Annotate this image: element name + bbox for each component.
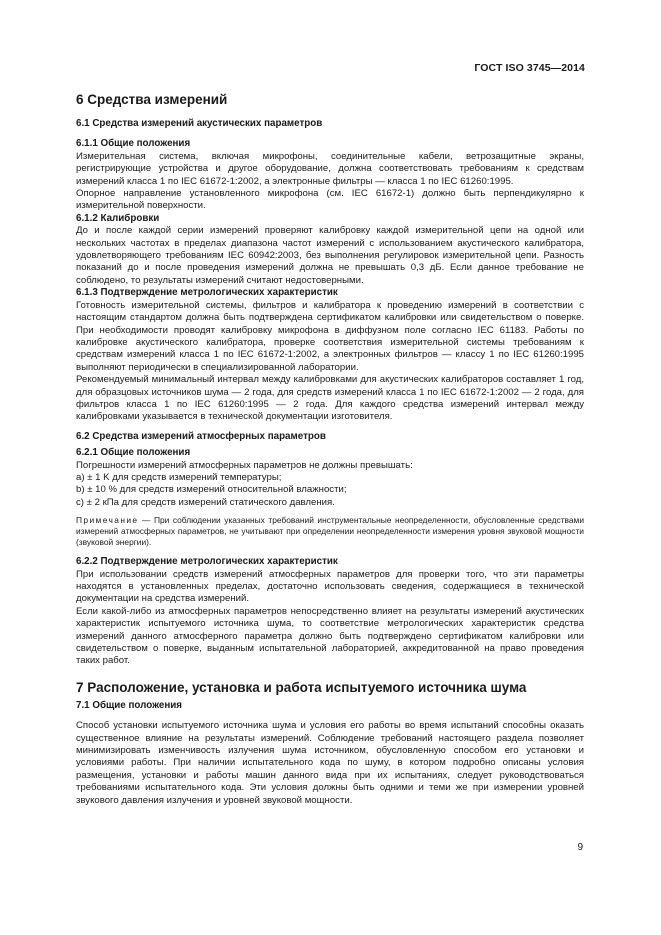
note (76, 515, 584, 548)
section-6-2-title: 6.2 Средства измерений атмосферных параметров (76, 430, 326, 442)
section-7-1-title: 7.1 Общие положения (76, 699, 183, 711)
paragraph: Готовность измерительной системы, фильтров и калибратора к проведению измерений в соответствии с настоящим стандартом должна быть подтверждена сертификатом калибровки или свидетельством о поверке. При необходимости проводят калибровку микрофона в диффузном поле согласно IEC 61183. Работы по калибровке акустического калибратора, проверке соответствия измерительной системы требованиям к средствам измерений класса 1 по IEC 61672-1:2002, а электронных фильтров — классу 1 по IEC 61260:1995 выполняют периодически в специализированной лаборатории. (76, 299, 584, 373)
section-6-1-3-title: 6.1.3 Подтверждение метрологических характеристик (76, 287, 338, 299)
paragraph: Способ установки испытуемого источника шума и условия его работы во время испытаний способны оказать существенное влияние на результаты измерений. Соблюдение требований настоящего раздела позволяет минимизировать изменчивость излучения шума источником, обусловленную способом его установки и условиями работы. При наличии испытательного кода по шуму, в котором подробно описаны условия размещения, установки и работы машин данного вида при их испытаниях, следует руководствоваться требованиями испытательного кода. Эти условия должны быть одними и теми же при измерении уровней звукового давления излучения и уровней звуковой мощности. (76, 720, 584, 806)
paragraph: Опорное направление установленного микрофона (см. IEC 61672-1) должно быть перпендикулярно к измерительной поверхности. (76, 188, 584, 212)
paragraph: Погрешности измерений атмосферных параметров не должны превышать: (76, 459, 413, 471)
note-label: Примечание (76, 515, 139, 526)
section-6-2-1-title: 6.2.1 Общие положения (76, 447, 191, 459)
document-header: ГОСТ ISO 3745—2014 (474, 62, 585, 74)
page-content (76, 92, 584, 807)
section-6-1-title: 6.1 Средства измерений акустических параметров (76, 118, 323, 129)
list-item: b) ± 10 % для средств измерений относительной влажности; (76, 484, 347, 496)
paragraph: При использовании средств измерений атмосферных параметров для проверки того, что эти параметры находятся в установленных пределах, достаточно использовать сведения, содержащиеся в технической документации на средства измерений. (76, 568, 584, 605)
list-item: a) ± 1 K для средств измерений температуры; (76, 471, 282, 483)
list-item: c) ± 2 кПа для средств измерений статического давления. (76, 496, 335, 508)
page-number: 9 (577, 842, 583, 853)
section-7-title: 7 Расположение, установка и работа испытуемого источника шума (76, 679, 527, 695)
paragraph: До и после каждой серии измерений проверяют калибровку каждой измерительной цепи на одной или нескольких частотах в пределах диапазона частот измерений с использованием акустического калибратора, удовлетворяющего требованиям IEC 60942:2003, без выполнения регулировок измерительной цепи. Разность показаний до и после проведения измерений должна не превышать 0,3 дБ. Если данное требование не соблюдено, то результаты измерений считают недостоверными. (76, 225, 584, 286)
section-6-1-2-title: 6.1.2 Калибровки (76, 212, 160, 224)
section-6-1-1-title: 6.1.1 Общие положения (76, 138, 191, 150)
section-6-2-2-title: 6.2.2 Подтверждение метрологических характеристик (76, 556, 338, 568)
paragraph: Если какой-либо из атмосферных параметров непосредственно влияет на результаты измерений акустических характеристик испытуемого источника шума, то соответствие метрологических характеристик средства измерений данного атмосферного параметра должно быть подтверждено сертификатом калибровки или свидетельством о поверке, выданным испытательной лабораторией, аккредитованной на право проведения таких работ. (76, 605, 584, 667)
paragraph: Измерительная система, включая микрофоны, соединительные кабели, ветрозащитные экраны, регистрирующие устройства и другое оборудование, должна соответствовать требованиям к средствам измерений класса 1 по IEC 61672-1:2002, а электронные фильтры — класса 1 по IEC 61260:1995. (76, 150, 584, 187)
paragraph: Рекомендуемый минимальный интервал между калибровками для акустических калибраторов составляет 1 год, для образцовых источников шума — 2 года, для средств измерений класса 1 по IEC 61672-1:2002 — 2 года, для фильтров класса 1 по IEC 61260:1995 — 2 года. Для каждого средства измерений интервал между калибровками указывается в технической документации изготовителя. (76, 374, 584, 423)
note-text: — При соблюдении указанных требований инструментальные неопределенности, обусловленные средствами измерений атмосферных параметров, не учитывают при определении неопределенности измерения уровня звуковой мощности (звуковой энергии). (76, 515, 584, 548)
section-6-title: 6 Средства измерений (76, 92, 228, 107)
